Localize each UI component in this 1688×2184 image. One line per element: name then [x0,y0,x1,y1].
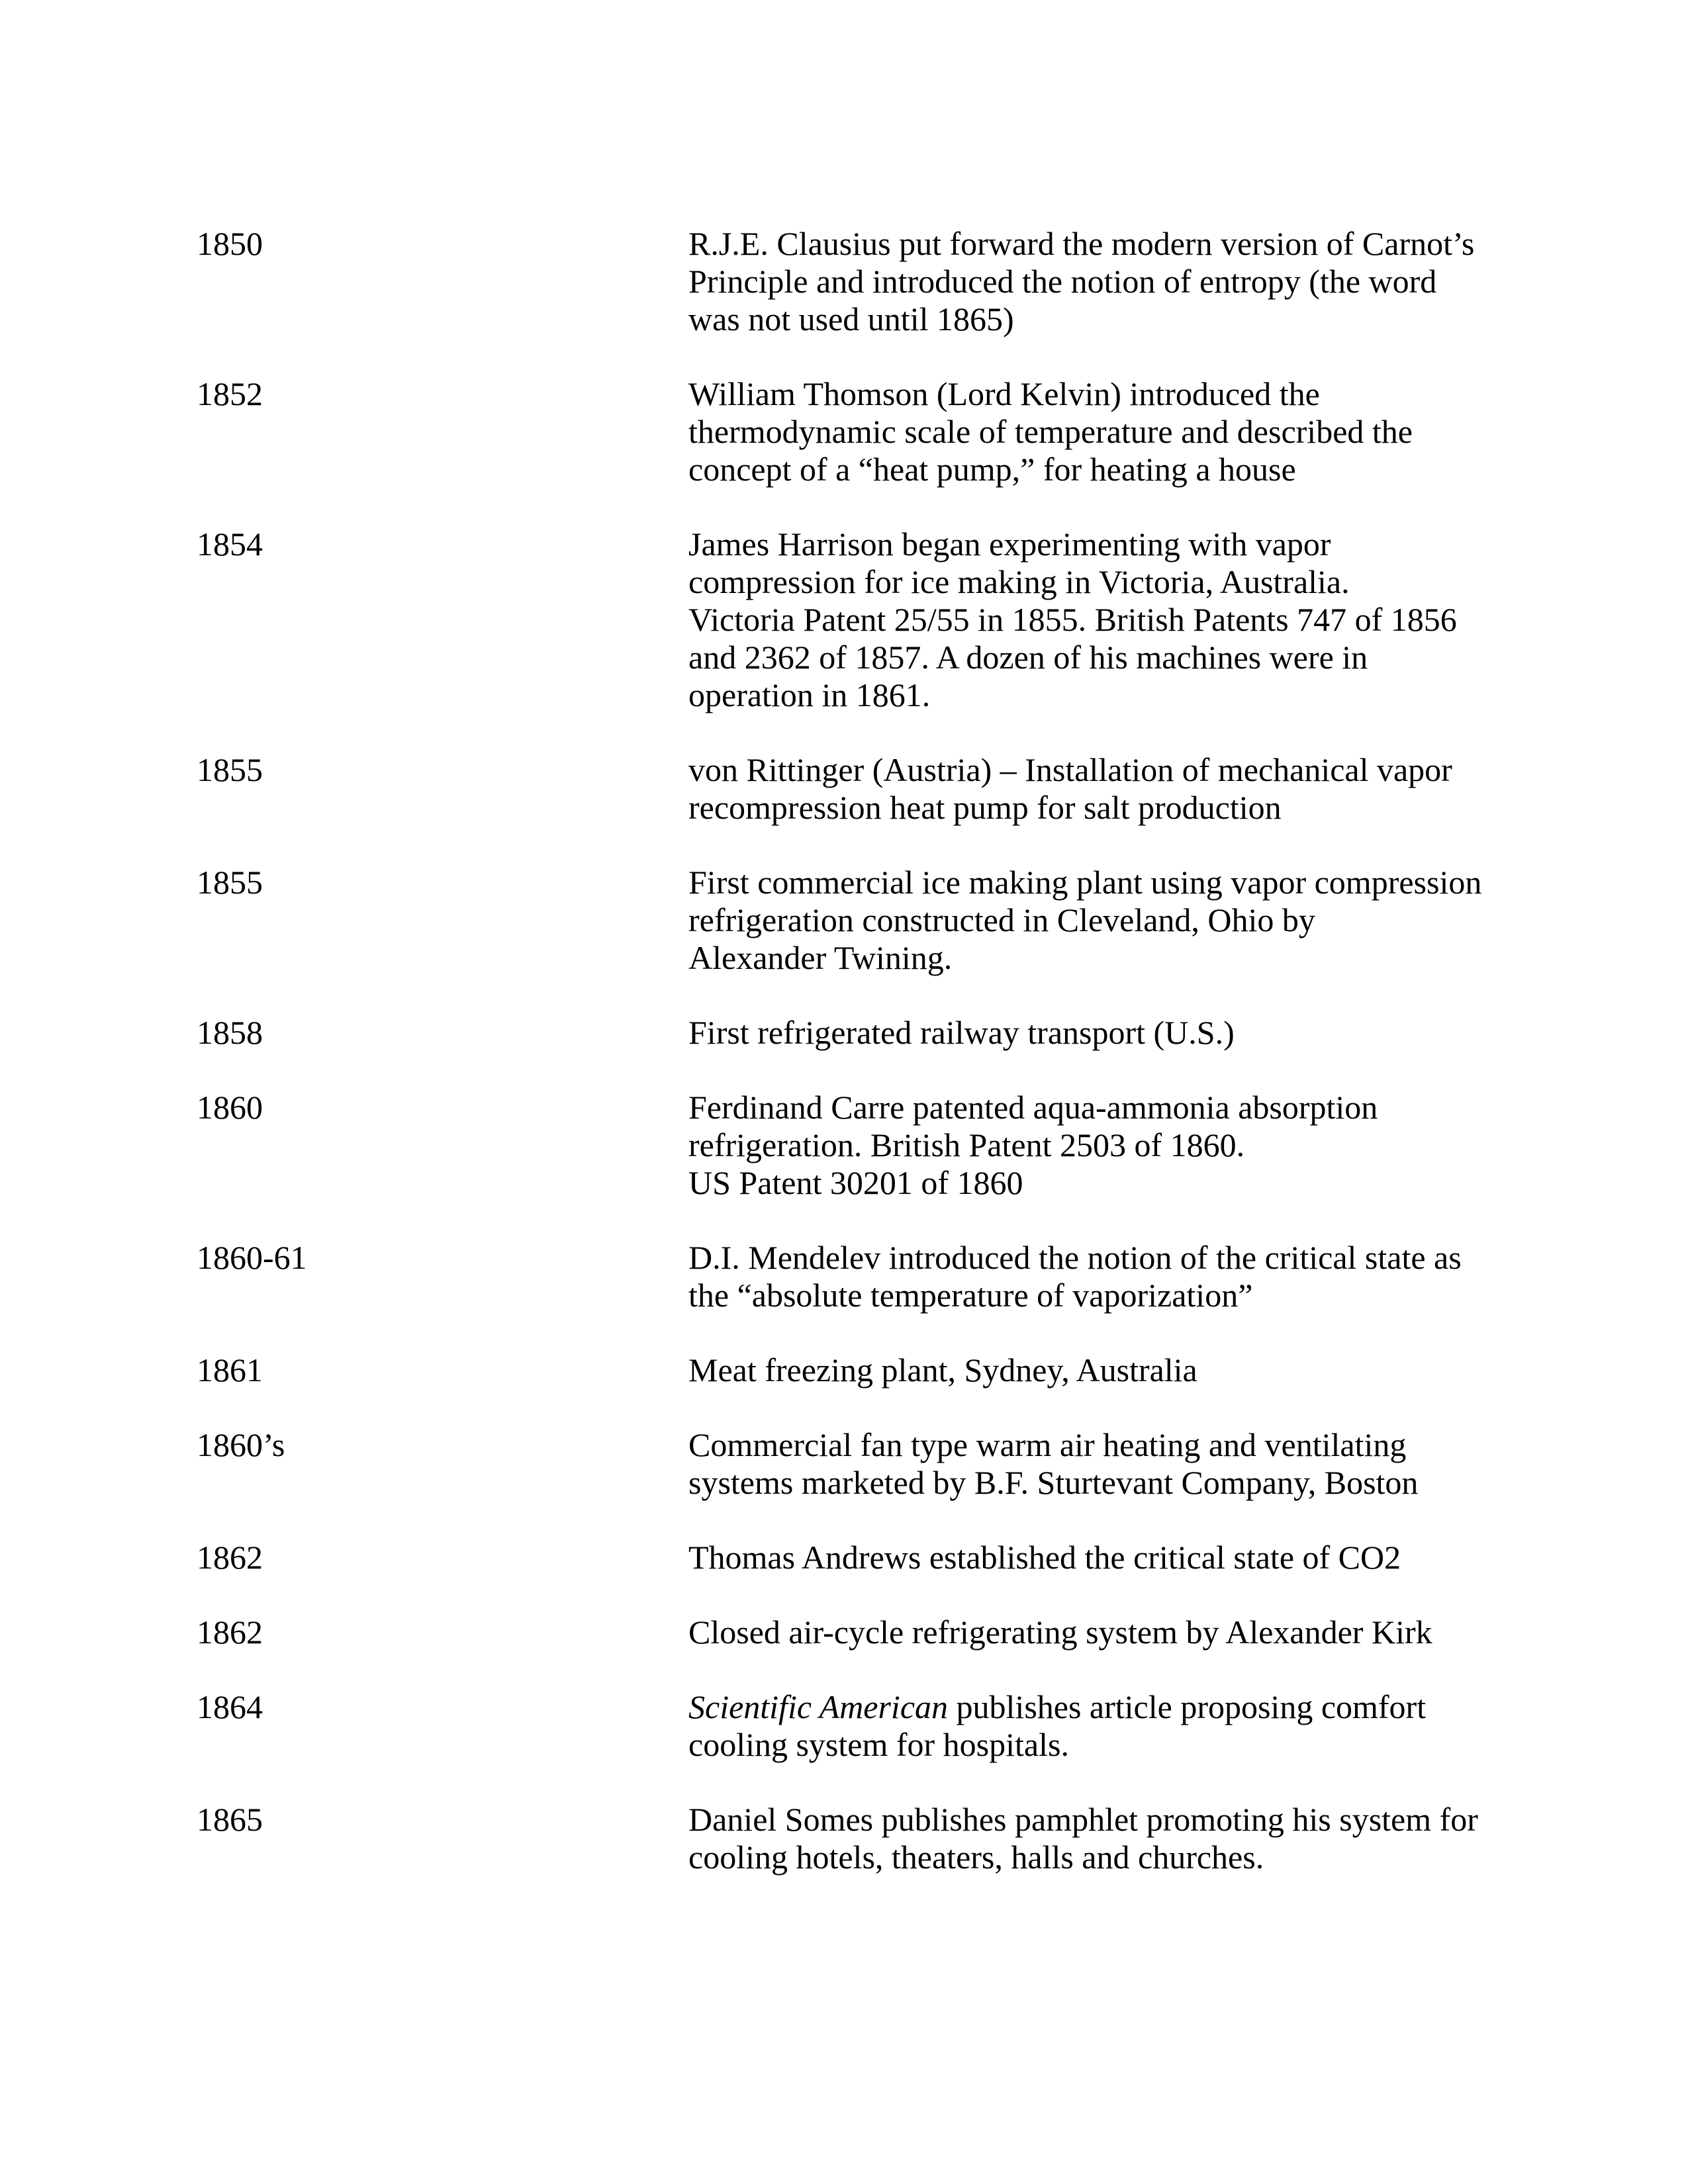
description-line: and 2362 of 1857. A dozen of his machines were in [688,639,1368,676]
entry-year: 1865 [197,1801,263,1838]
entry-year: 1858 [197,1014,263,1051]
entry-description [688,525,1489,714]
description-line: von Rittinger (Austria) – Installation of mechanical vapor [688,751,1452,788]
description-line: First refrigerated railway transport (U.S.) [688,1014,1235,1051]
entry-year: 1860-61 [197,1239,307,1276]
timeline-entry [197,1688,1494,1764]
description-line: cooling system for hospitals. [688,1726,1069,1763]
description-line: thermodynamic scale of temperature and described the [688,413,1413,450]
entry-year: 1852 [197,375,263,412]
entry-year: 1855 [197,751,263,788]
entry-description [688,864,1489,977]
description-line: the “absolute temperature of vaporization” [688,1277,1253,1314]
entry-description [688,375,1489,488]
entry-description [688,225,1489,338]
entry-year: 1854 [197,525,263,563]
description-line: recompression heat pump for salt production [688,789,1282,826]
entry-year: 1862 [197,1539,263,1576]
description-line: compression for ice making in Victoria, Australia. [688,563,1350,600]
description-line [688,1688,1489,1726]
description-line: refrigeration. British Patent 2503 of 1860. [688,1126,1245,1163]
description-line: Closed air-cycle refrigerating system by Alexander Kirk [688,1614,1432,1651]
description-line: systems marketed by B.F. Sturtevant Company, Boston [688,1464,1419,1501]
description-line: James Harrison began experimenting with vapor [688,525,1331,563]
timeline-entry [197,751,1494,827]
description-line: was not used until 1865) [688,300,1014,338]
timeline-entry [197,1801,1494,1876]
timeline-entry [197,375,1494,488]
timeline-list [197,225,1494,1913]
entry-year: 1855 [197,864,263,901]
description-line: D.I. Mendelev introduced the notion of the critical state as [688,1239,1462,1276]
timeline-entry [197,1426,1494,1502]
timeline-entry [197,1539,1494,1576]
description-line: cooling hotels, theaters, halls and churches. [688,1839,1264,1876]
description-line: Daniel Somes publishes pamphlet promoting his system for [688,1801,1478,1838]
timeline-entry [197,1014,1494,1052]
description-line: operation in 1861. [688,676,931,713]
entry-description [688,1014,1489,1052]
entry-description [688,1239,1489,1314]
description-line: concept of a “heat pump,” for heating a house [688,451,1296,488]
entry-year: 1862 [197,1614,263,1651]
entry-year: 1860 [197,1089,263,1126]
entry-description [688,1539,1489,1576]
description-line: William Thomson (Lord Kelvin) introduced the [688,375,1320,412]
entry-year: 1861 [197,1351,263,1388]
description-line: Alexander Twining. [688,939,953,976]
timeline-entry [197,1351,1494,1389]
description-line: Commercial fan type warm air heating and ventilating [688,1426,1407,1463]
description-line: Thomas Andrews established the critical state of CO2 [688,1539,1401,1576]
entry-description [688,751,1489,827]
entry-description [688,1801,1489,1876]
timeline-entry [197,1614,1494,1651]
description-line: US Patent 30201 of 1860 [688,1164,1023,1201]
entry-year: 1860’s [197,1426,285,1463]
publication-title: Scientific American [688,1688,949,1725]
description-line: Victoria Patent 25/55 in 1855. British Patents 747 of 1856 [688,601,1457,638]
description-line: R.J.E. Clausius put forward the modern version of Carnot’s [688,225,1475,262]
entry-description [688,1089,1489,1202]
description-line: Meat freezing plant, Sydney, Australia [688,1351,1197,1388]
entry-description [688,1426,1489,1502]
entry-description [688,1688,1489,1764]
description-line: First commercial ice making plant using vapor compression [688,864,1482,901]
description-line: Principle and introduced the notion of entropy (the word [688,263,1437,300]
description-line: refrigeration constructed in Cleveland, Ohio by [688,901,1315,938]
description-line: Ferdinand Carre patented aqua-ammonia absorption [688,1089,1378,1126]
timeline-entry [197,225,1494,338]
timeline-entry [197,1239,1494,1314]
entry-year: 1850 [197,225,263,262]
entry-description [688,1351,1489,1389]
entry-year: 1864 [197,1688,263,1725]
entry-description [688,1614,1489,1651]
timeline-entry [197,1089,1494,1202]
timeline-entry [197,525,1494,714]
description-text: publishes article proposing comfort [948,1688,1427,1725]
timeline-entry [197,864,1494,977]
